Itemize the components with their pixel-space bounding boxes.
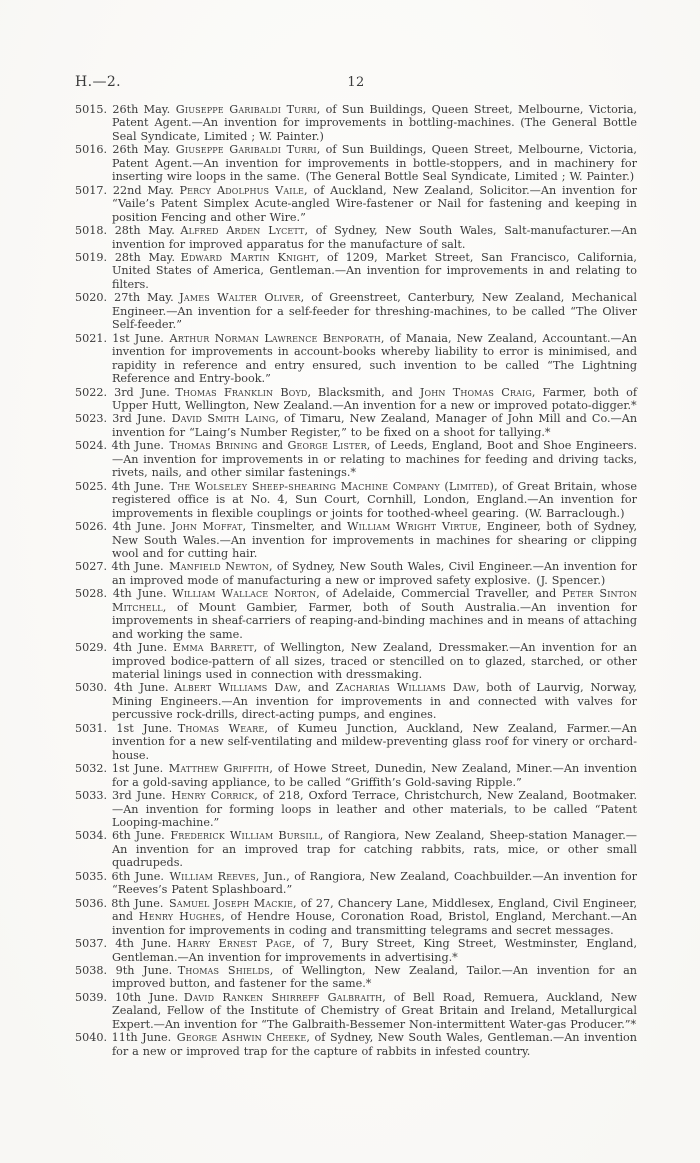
entry-text: 8th June. Samuel Joseph Mackie, of 27, Chancery Lane, Middlesex, England, Civil Engineer, and Henry Hughes, of Hendre House, Coronation Road, Bristol, England, Merchant.—An invention for improvements in coding and transmitting telegrams and secret messages. bbox=[111, 896, 638, 937]
page-header bbox=[75, 74, 637, 91]
applicant-name: Henry Hughes bbox=[138, 910, 222, 924]
entry-text: 27th May. James Walter Oliver, of Greenstreet, Canterbury, New Zealand, Mechanical Engineer.—An invention for a self-feeder for threshing-machines, to be called “The Oliver Self-feeder.” bbox=[112, 291, 637, 332]
patent-entry-5016 bbox=[75, 143, 637, 183]
patent-entry-5031 bbox=[75, 722, 637, 762]
entry-text: 1st June. Thomas Weare, of Kumeu Junction, Auckland, New Zealand, Farmer.—An invention for a new self-ventilating and mildew-preventing glass roof for vinery or orchard-house. bbox=[112, 721, 637, 762]
entry-number: 5027. bbox=[75, 560, 108, 574]
entry-text: 4th June. The Wolseley Sheep-shearing Machine Company (Limited), of Great Britain, whose registered office is at No. 4, Sun Court, Cornhill, London, England.—An invention for improvements in flexible couplings or joints for toothed-wheel gearing. (W. Barraclough.) bbox=[111, 479, 638, 520]
applicant-name: David Smith Laing bbox=[171, 412, 276, 426]
applicant-name: Samuel Joseph Mackie bbox=[168, 896, 294, 910]
entry-text: 4th June. John Moffat, Tinsmelter, and William Wright Virtue, Engineer, both of Sydney, New South Wales.—An invention for improvements in machines for shearing or clipping wool and for cutting hair. bbox=[112, 520, 638, 560]
entry-number: 5019. bbox=[75, 250, 108, 264]
patent-entry-5040 bbox=[75, 1031, 637, 1058]
applicant-name: Peter Sinton Mitchell bbox=[112, 587, 638, 614]
entry-number: 5023. bbox=[75, 412, 108, 426]
entry-text: 11th June. George Ashwin Cheeke, of Sydney, New South Wales, Gentleman.—An invention for a new or improved trap for the capture of rabbits in infested country. bbox=[111, 1031, 637, 1058]
patent-entry-5026 bbox=[75, 520, 637, 560]
applicant-name: George Ashwin Cheeke bbox=[176, 1031, 307, 1045]
applicant-name: James Walter Oliver bbox=[179, 291, 301, 305]
applicant-name: Thomas Shields bbox=[177, 964, 270, 977]
patent-entry-5015 bbox=[75, 103, 637, 143]
entry-text: 22nd May. Percy Adolphus Vaile, of Auckland, New Zealand, Solicitor.—An invention for “Vaile’s Patent Simplex Acute-angled Wire-fastener or Nail for fastening and keeping in position Fencing and other Wire.” bbox=[112, 183, 637, 224]
entry-text: 28th May. Edward Martin Knight, of 1209, Market Street, San Francisco, California, United States of America, Gentleman.—An invention for improvements in and relating to filters. bbox=[112, 250, 637, 291]
patent-entry-5025 bbox=[75, 480, 637, 520]
applicant-name: The Wolseley Sheep-shearing Machine Company (Limited) bbox=[169, 479, 495, 493]
applicant-name: Percy Adolphus Vaile bbox=[179, 183, 305, 197]
entry-text: 26th May. Giuseppe Garibaldi Turri, of Sun Buildings, Queen Street, Melbourne, Victoria, Patent Agent.—An invention for improvements in bottling-machines. (The General Bottle Seal Syndicate, Limited ; W. Painter.) bbox=[112, 103, 637, 143]
entry-text: 28th May. Alfred Arden Lycett, of Sydney, New South Wales, Salt-manufacturer.—An invention for improved apparatus for the manufacture of salt. bbox=[112, 224, 637, 251]
entry-text: 4th June. Emma Barrett, of Wellington, New Zealand, Dressmaker.—An invention for an improved bodice-pattern of all sizes, traced or stencilled on to glazed, starched, or other material linings used in connection with dressmaking. bbox=[112, 641, 638, 682]
applicant-name: Henry Corrick bbox=[171, 789, 255, 803]
applicant-name: Manfield Newton bbox=[169, 560, 269, 574]
entry-number: 5015. bbox=[75, 103, 108, 116]
page-number: 12 bbox=[347, 75, 365, 90]
entry-text: 6th June. William Reeves, Jun., of Rangiora, New Zealand, Coachbuilder.—An invention for “Reeves’s Patent Splashboard.” bbox=[111, 869, 637, 897]
applicant-name: Alfred Arden Lycett bbox=[180, 224, 305, 238]
entry-number: 5016. bbox=[75, 143, 108, 157]
entry-number: 5025. bbox=[75, 479, 108, 493]
applicant-name: Matthew Griffith bbox=[168, 762, 270, 776]
applicant-name: Giuseppe Garibaldi Turri bbox=[175, 143, 317, 157]
entry-text: 3rd June. David Smith Laing, of Timaru, New Zealand, Manager of John Mill and Co.—An invention for “Laing’s Number Register,” to be fixed on a shoot for tallying.* bbox=[112, 412, 638, 439]
entry-number: 5039. bbox=[75, 990, 108, 1004]
entry-number: 5017. bbox=[75, 183, 108, 197]
entry-text: 1st June. Matthew Griffith, of Howe Street, Dunedin, New Zealand, Miner.—An invention for a gold-saving appliance, to be called “Griffith’s Gold-saving Ripple.” bbox=[111, 762, 637, 789]
entry-number: 5037. bbox=[75, 937, 108, 951]
patent-entry-5030 bbox=[75, 681, 637, 721]
entry-number: 5036. bbox=[75, 896, 108, 910]
report-series-code: H.—2. bbox=[75, 74, 122, 90]
entry-number: 5032. bbox=[75, 762, 108, 776]
entry-number: 5024. bbox=[75, 439, 108, 453]
patent-entry-5035 bbox=[75, 870, 637, 897]
entry-text: 10th June. David Ranken Shirreff Galbraith, of Bell Road, Remuera, Auckland, New Zealand, Fellow of the Institute of Chemistry of Great Britain and Ireland, Metallurgical Expert.—An invention for “The Galbraith-Bessemer Non-intermittent Water-gas Producer.”* bbox=[112, 990, 637, 1031]
patent-entry-5023 bbox=[75, 412, 637, 439]
entry-number: 5035. bbox=[75, 869, 108, 883]
applicant-name: Albert Williams Daw bbox=[174, 681, 298, 695]
applicant-name: Thomas Brining bbox=[169, 439, 258, 453]
applicant-name: Harry Ernest Page bbox=[176, 937, 292, 951]
applicant-name: Edward Martin Knight bbox=[180, 250, 316, 264]
entry-text: 4th June. Harry Ernest Page, of 7, Bury Street, King Street, Westminster, England, Gentleman.—An invention for improvements in advertising.* bbox=[112, 937, 637, 964]
patent-entry-5038 bbox=[75, 964, 637, 991]
patent-entry-5022 bbox=[75, 386, 637, 413]
entry-number: 5028. bbox=[75, 587, 108, 601]
entry-text: 4th June. William Wallace Norton, of Adelaide, Commercial Traveller, and Peter Sinton Mitchell, of Mount Gambier, Farmer, both of South Australia.—An invention for improvements in sheaf-carriers of reaping-and-binding machines and in means of attaching and working the same. bbox=[112, 587, 638, 641]
applicant-name: Emma Barrett bbox=[172, 641, 254, 655]
patent-entry-5027 bbox=[75, 560, 637, 587]
patent-entry-5033 bbox=[75, 789, 637, 829]
entry-text: 3rd June. Thomas Franklin Boyd, Blacksmith, and John Thomas Craig, Farmer, both of Upper Hutt, Wellington, New Zealand.—An invention for a new or improved potato-digger.* bbox=[112, 385, 637, 412]
patent-entry-5028 bbox=[75, 587, 637, 641]
entry-number: 5040. bbox=[75, 1031, 108, 1045]
entry-number: 5038. bbox=[75, 964, 108, 977]
entry-text: 26th May. Giuseppe Garibaldi Turri, of Sun Buildings, Queen Street, Melbourne, Victoria, Patent Agent.—An invention for improvements in bottle-stoppers, and in machinery for inserting wire loops in the same. (The General Bottle Seal Syndicate, Limited ; W. Painter.) bbox=[112, 143, 637, 184]
patent-entry-5039 bbox=[75, 991, 637, 1031]
patent-entry-5019 bbox=[75, 251, 637, 291]
entry-number: 5029. bbox=[75, 641, 108, 655]
patent-entry-5018 bbox=[75, 224, 637, 251]
patent-entry-5021 bbox=[75, 332, 637, 386]
applicant-name: Giuseppe Garibaldi Turri bbox=[175, 103, 317, 116]
patent-entry-5017 bbox=[75, 184, 637, 224]
applicant-name: David Ranken Shirreff Galbraith bbox=[183, 990, 383, 1004]
applicant-name: Thomas Franklin Boyd bbox=[175, 385, 308, 399]
entry-text: 4th June. Manfield Newton, of Sydney, New South Wales, Civil Engineer.—An invention for an improved mode of manufacturing a new or improved safety explosive. (J. Spencer.) bbox=[111, 560, 637, 587]
entry-number: 5020. bbox=[75, 291, 108, 305]
entry-text: 3rd June. Henry Corrick, of 218, Oxford Terrace, Christchurch, New Zealand, Bootmaker.—An invention for forming loops in leather and other materials, to be called “Patent Looping-machine.” bbox=[112, 789, 638, 830]
entry-text: 9th June. Thomas Shields, of Wellington, New Zealand, Tailor.—An invention for an improved button, and fastener for the same.* bbox=[112, 964, 637, 991]
applicant-name: William Wright Virtue bbox=[346, 520, 478, 534]
patent-entries-list bbox=[75, 103, 637, 1058]
applicant-name: William Wallace Norton bbox=[172, 587, 317, 601]
applicant-name: John Moffat bbox=[171, 520, 243, 534]
applicant-name: John Thomas Craig bbox=[419, 385, 532, 399]
entry-number: 5034. bbox=[75, 829, 108, 843]
entry-text: 1st June. Arthur Norman Lawrence Benporath, of Manaia, New Zealand, Accountant.—An invention for improvements in account-books whereby liability to error is minimised, and rapidity in reference and entry ensured, such invention to be called “The Lightning Reference and Entry-book.” bbox=[112, 331, 637, 386]
entry-number: 5022. bbox=[75, 385, 108, 399]
entry-number: 5030. bbox=[75, 681, 108, 695]
applicant-name: William Reeves bbox=[169, 869, 256, 883]
patent-entry-5024 bbox=[75, 439, 637, 479]
entry-text: 6th June. Frederick William Bursill, of Rangiora, New Zealand, Sheep-station Manager.—An invention for an improved trap for catching rabbits, rats, mice, or other small quadrupeds. bbox=[111, 829, 637, 870]
applicant-name: Zacharias Williams Daw bbox=[335, 681, 476, 695]
entry-number: 5031. bbox=[75, 721, 108, 735]
entry-number: 5033. bbox=[75, 789, 108, 803]
applicant-name: Arthur Norman Lawrence Benporath bbox=[169, 331, 381, 345]
applicant-name: Frederick William Bursill bbox=[170, 829, 320, 843]
patent-entry-5036 bbox=[75, 897, 637, 937]
entry-text: 4th June. Thomas Brining and George Lister, of Leeds, England, Boot and Shoe Engineers.—An invention for improvements in or relating to machines for feeding and driving tacks, rivets, nails, and other similar fastenings.* bbox=[111, 439, 638, 480]
patent-entry-5029 bbox=[75, 641, 637, 681]
entry-text: 4th June. Albert Williams Daw, and Zacharias Williams Daw, both of Laurvig, Norway, Mining Engineers.—An invention for improvements in and connected with valves for percussive rock-drills, direct-acting pumps, and engines. bbox=[112, 681, 637, 722]
patent-entry-5032 bbox=[75, 762, 637, 789]
entry-number: 5021. bbox=[75, 331, 108, 345]
patent-entry-5020 bbox=[75, 291, 637, 331]
entry-number: 5026. bbox=[75, 520, 108, 534]
entry-number: 5018. bbox=[75, 224, 108, 238]
applicant-name: George Lister bbox=[287, 439, 367, 453]
patent-entry-5034 bbox=[75, 829, 637, 869]
applicant-name: Thomas Weare bbox=[177, 721, 265, 735]
patent-entry-5037 bbox=[75, 937, 637, 964]
